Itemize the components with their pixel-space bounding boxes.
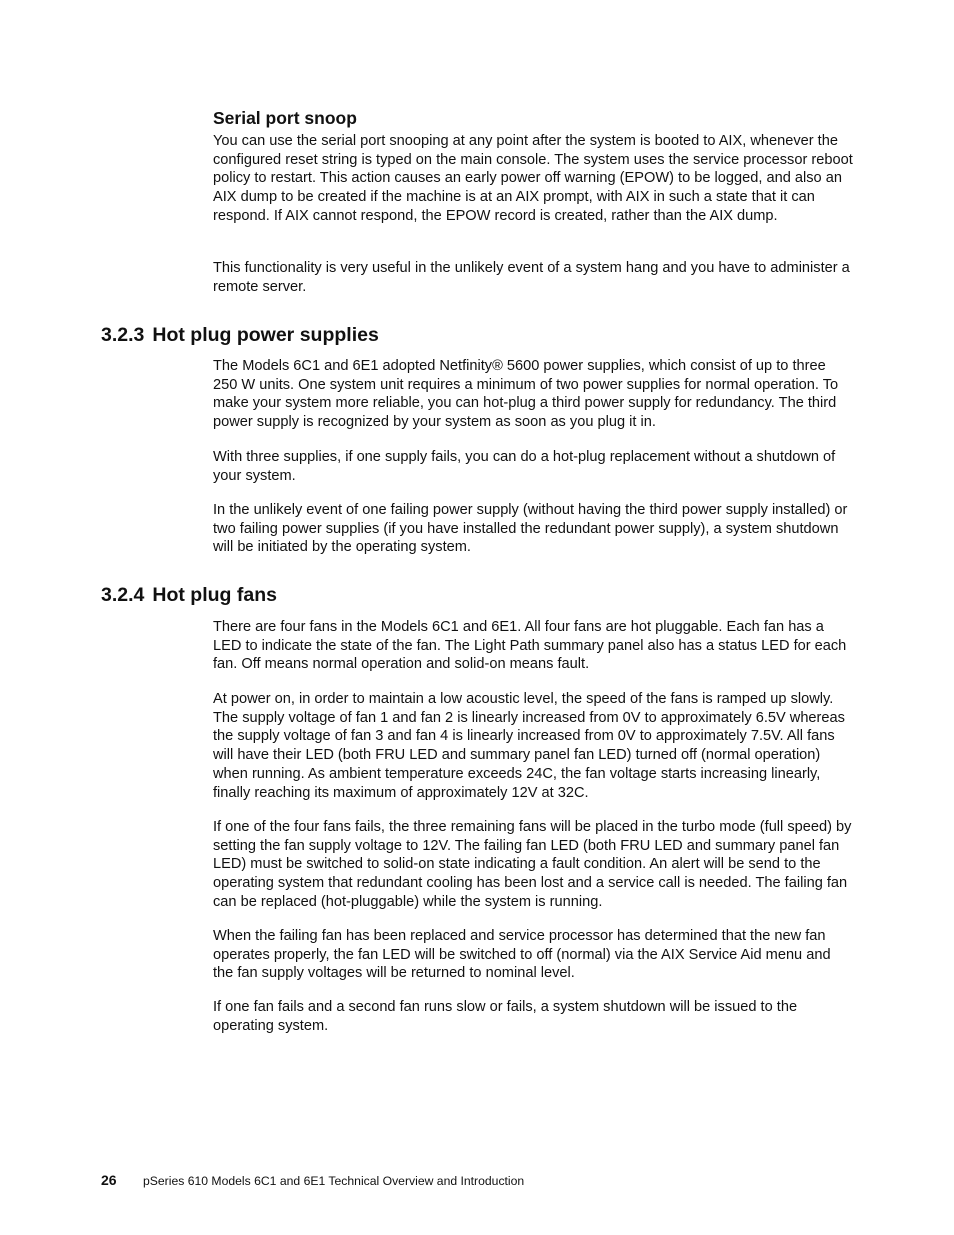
serial-snoop-paragraph-2	[213, 259, 853, 296]
section-title: Hot plug fans	[152, 584, 277, 606]
paragraph: In the unlikely event of one failing power supply (without having the third power supply installed) or two failing power supplies (if you have installed the redundant power supply), a system shutdown will be initiated by the operating system.	[213, 502, 848, 556]
fans-paragraph-5	[213, 998, 853, 1035]
paragraph: At power on, in order to maintain a low acoustic level, the speed of the fans is ramped up slowly. The supply voltage of fan 1 and fan 2 is linearly increased from 0V to approximately 6.5V whereas the supply voltage of fan 3 and fan 4 is linearly increased from 0V to approximately 7.5V. All fans will have their LED (both FRU LED and summary panel fan LED) turned off (normal operation) when running. As ambient temperature exceeds 24C, the fan voltage starts increasing linearly, finally reaching its maximum of approximately 12V at 32C.	[213, 691, 845, 801]
paragraph: The Models 6C1 and 6E1 adopted Netfinity® 5600 power supplies, which consist of up to three 250 W units. One system unit requires a minimum of two power supplies for normal operation. To make your system more reliable, you can hot-plug a third power supply for redundancy. The third power supply is recognized by your system as soon as you plug it in.	[213, 358, 839, 431]
section-title: Hot plug power supplies	[152, 324, 379, 346]
fans-paragraph-2	[213, 690, 853, 802]
paragraph: If one of the four fans fails, the three remaining fans will be placed in the turbo mode (full speed) by setting the fan supply voltage to 12V. The failing fan LED (both FRU LED and summary panel fan LED) must be switched to solid-on state indicating a fault condition. An alert will be send to the operating system that redundant cooling has been lost and a service call is needed. The failing fan can be replaced (hot-pluggable) while the system is running.	[213, 819, 852, 910]
page-number: 26	[101, 1172, 117, 1188]
section-number: 3.2.4	[101, 584, 145, 606]
power-supplies-paragraph-2	[213, 448, 853, 485]
page-footer	[101, 1172, 524, 1189]
serial-snoop-paragraph-1	[213, 132, 853, 226]
power-supplies-paragraph-1	[213, 357, 853, 432]
book-title: pSeries 610 Models 6C1 and 6E1 Technical Overview and Introduction	[143, 1174, 525, 1188]
section-heading-3-2-3	[101, 324, 379, 346]
paragraph: If one fan fails and a second fan runs slow or fails, a system shutdown will be issued to the operating system.	[213, 999, 798, 1034]
paragraph: With three supplies, if one supply fails, you can do a hot-plug replacement without a shutdown of your system.	[213, 449, 836, 484]
paragraph: This functionality is very useful in the unlikely event of a system hang and you have to administer a remote server.	[213, 260, 850, 295]
fans-paragraph-1	[213, 618, 853, 674]
subsection-heading-serial-port-snoop: Serial port snoop	[213, 108, 357, 128]
section-heading-3-2-4	[101, 584, 277, 606]
power-supplies-paragraph-3	[213, 501, 853, 557]
paragraph: There are four fans in the Models 6C1 and 6E1. All four fans are hot pluggable. Each fan has a LED to indicate the state of the fan. The Light Path summary panel also has a status LED for each fan. Off means normal operation and solid-on means fault.	[213, 619, 847, 673]
fans-paragraph-3	[213, 818, 853, 912]
paragraph: When the failing fan has been replaced and service processor has determined that the new fan operates properly, the fan LED will be switched to off (normal) via the AIX Service Aid menu and the fan supply voltages will be returned to nominal level.	[213, 928, 831, 982]
section-number: 3.2.3	[101, 324, 145, 346]
paragraph: You can use the serial port snooping at any point after the system is booted to AIX, whenever the configured reset string is typed on the main console. The system uses the service processor reboot policy to restart. This action causes an early power off warning (EPOW) to be logged, and also an AIX dump to be created if the machine is at an AIX prompt, with AIX in such a state that it can respond. If AIX cannot respond, the EPOW record is created, rather than the AIX dump.	[213, 133, 853, 224]
fans-paragraph-4	[213, 927, 853, 983]
